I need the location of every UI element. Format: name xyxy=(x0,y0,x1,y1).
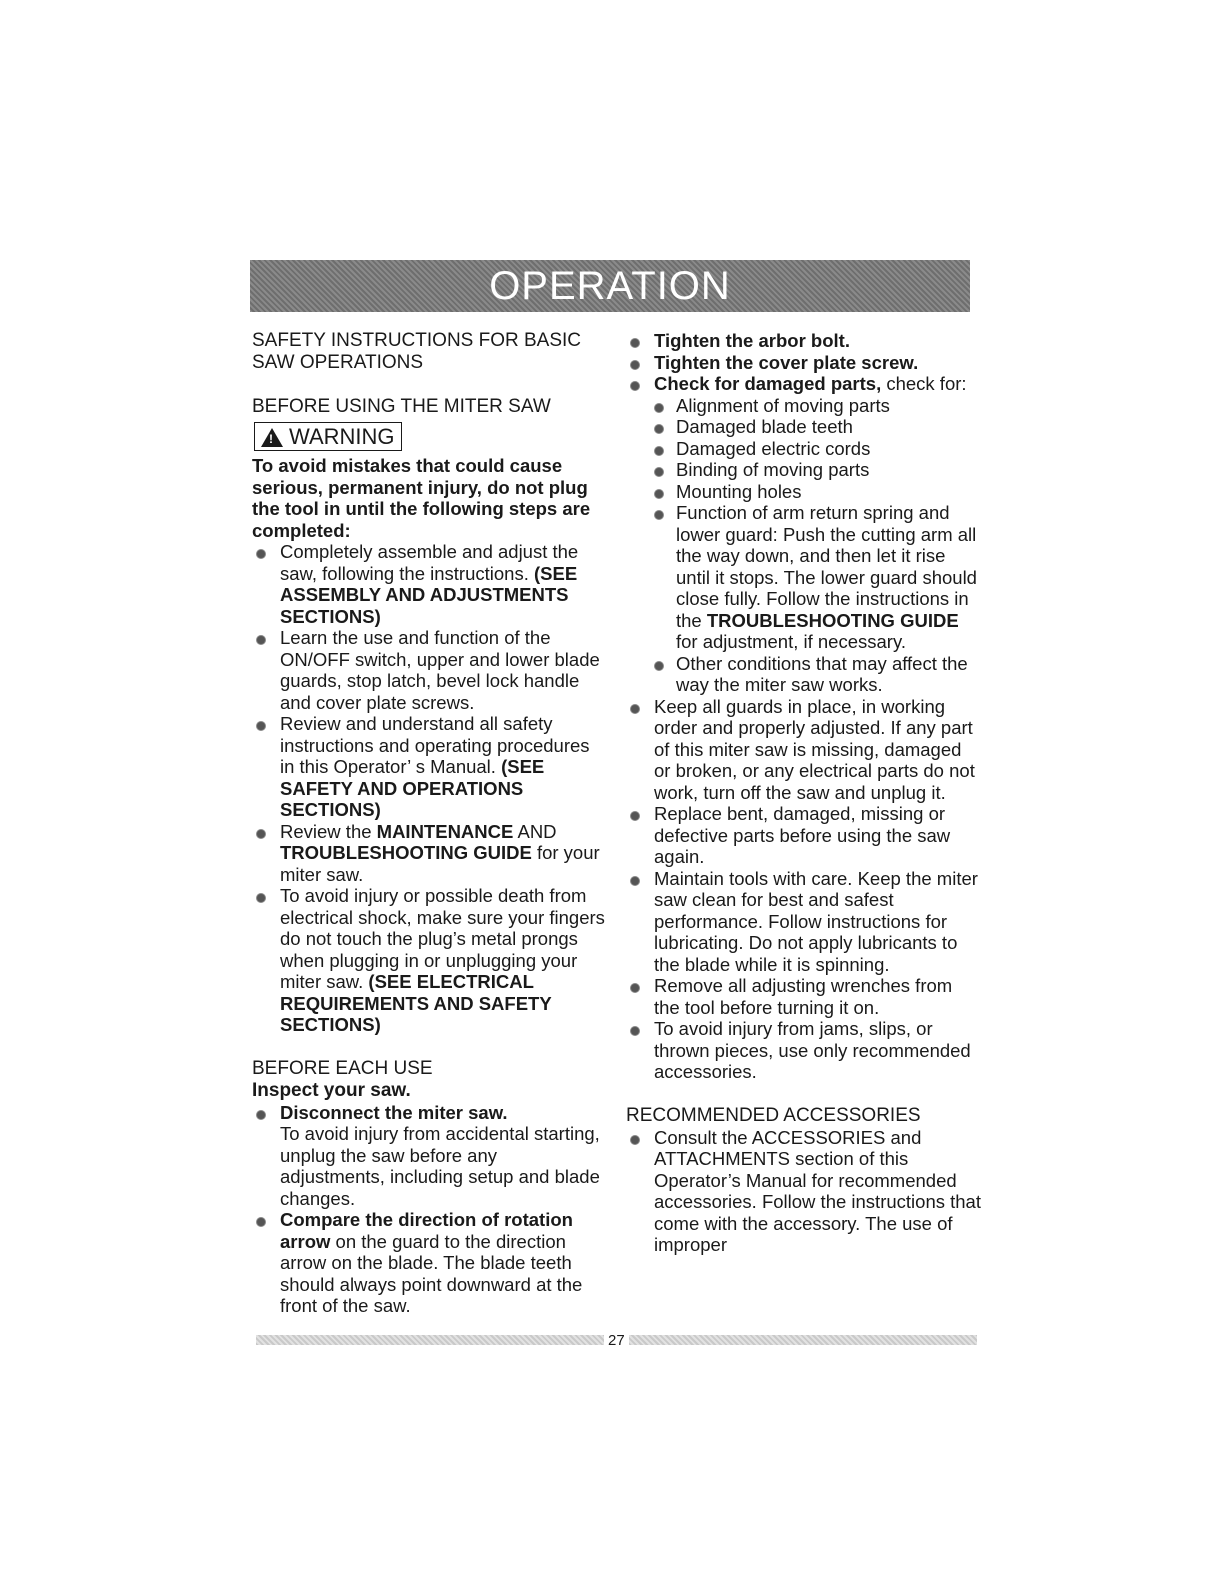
warning-triangle-icon xyxy=(261,428,283,447)
list-item: To avoid injury or possible death from electrical shock, make sure your fingers do not touch the plug’s metal prongs when plugging in or unplugging your miter saw. (SEE ELECTRICAL REQUIREMENTS AND SAFETY SECTIONS) xyxy=(252,885,607,1036)
page-number: 27 xyxy=(608,1331,625,1349)
list-item: To avoid injury from jams, slips, or thrown pieces, use only recommended accessories. xyxy=(626,1018,981,1083)
accessories-list xyxy=(626,1127,981,1256)
section-header-bar xyxy=(250,260,970,312)
heading-before-each-use: BEFORE EACH USE xyxy=(252,1057,433,1079)
subheading-inspect: Inspect your saw. xyxy=(252,1079,411,1101)
list-item: Compare the direction of rotation arrow on the guard to the direction arrow on the blade. The blade teeth should always point downward at the front of the saw. xyxy=(252,1209,607,1317)
warning-box xyxy=(254,422,402,451)
list-item: Disconnect the miter saw. To avoid injury from accidental starting, unplug the saw before any adjustments, including setup and blade changes. xyxy=(252,1102,607,1210)
list-item: Remove all adjusting wrenches from the tool before turning it on. xyxy=(626,975,981,1018)
page-footer xyxy=(256,1333,977,1347)
sub-list-item: Mounting holes xyxy=(650,481,981,503)
check-list xyxy=(626,330,981,395)
list-item: Learn the use and function of the ON/OFF switch, upper and lower blade guards, stop latch, bevel lock handle and cover plate screws. xyxy=(252,627,607,713)
list-item: Consult the ACCESSORIES and ATTACHMENTS section of this Operator’s Manual for recommended accessories. Follow the instructions that come with the accessory. The use of improper xyxy=(626,1127,981,1256)
footer-rule-right xyxy=(629,1335,977,1345)
list-item: Tighten the cover plate screw. xyxy=(626,352,981,374)
damaged-parts-sublist xyxy=(650,395,981,696)
section-title: OPERATION xyxy=(489,263,731,308)
list-item: Keep all guards in place, in working order and properly adjusted. If any part of this miter saw is missing, damaged or broken, or any electrical parts do not work, turn off the saw and unplug it. xyxy=(626,696,981,804)
prep-steps-list xyxy=(252,541,607,1036)
left-column xyxy=(252,330,607,1317)
heading-safety-line1: SAFETY INSTRUCTIONS FOR BASIC xyxy=(252,330,582,351)
sub-list-item: Binding of moving parts xyxy=(650,459,981,481)
warning-text: To avoid mistakes that could cause serious, permanent injury, do not plug the tool in until the following steps are completed: xyxy=(252,455,591,541)
sub-list-item: Function of arm return spring and lower guard: Push the cutting arm all the way down, and then let it rise until it stops. The lower guard should close fully. Follow the instructions in the TROUBLESHOOTING GUIDE for adjustment, if necessary. xyxy=(650,502,981,653)
list-item: Replace bent, damaged, missing or defective parts before using the saw again. xyxy=(626,803,981,868)
inspect-list xyxy=(252,1102,607,1317)
list-item: Maintain tools with care. Keep the miter saw clean for best and safest performance. Follow instructions for lubricating. Do not apply lubricants to the blade while it is spinning. xyxy=(626,868,981,976)
warning-label: WARNING xyxy=(289,424,395,449)
list-item: Tighten the arbor bolt. xyxy=(626,330,981,352)
list-item: Review and understand all safety instructions and operating procedures in this Operator’ s Manual. (SEE SAFETY AND OPERATIONS SECTIONS) xyxy=(252,713,607,821)
footer-rule-left xyxy=(256,1335,604,1345)
list-item: Check for damaged parts, check for: xyxy=(626,373,981,395)
heading-safety-line2: SAW OPERATIONS xyxy=(252,352,424,373)
heading-before-using: BEFORE USING THE MITER SAW xyxy=(252,396,551,417)
sub-list-item: Damaged electric cords xyxy=(650,438,981,460)
sub-list-item: Other conditions that may affect the way the miter saw works. xyxy=(650,653,981,696)
sub-list-item: Alignment of moving parts xyxy=(650,395,981,417)
list-item: Review the MAINTENANCE AND TROUBLESHOOTING GUIDE for your miter saw. xyxy=(252,821,607,886)
sub-list-item: Damaged blade teeth xyxy=(650,416,981,438)
heading-recommended-accessories: RECOMMENDED ACCESSORIES xyxy=(626,1104,921,1126)
right-column xyxy=(626,330,981,1256)
maintenance-list xyxy=(626,696,981,1083)
list-item: Completely assemble and adjust the saw, following the instructions. (SEE ASSEMBLY AND ADJUSTMENTS SECTIONS) xyxy=(252,541,607,627)
